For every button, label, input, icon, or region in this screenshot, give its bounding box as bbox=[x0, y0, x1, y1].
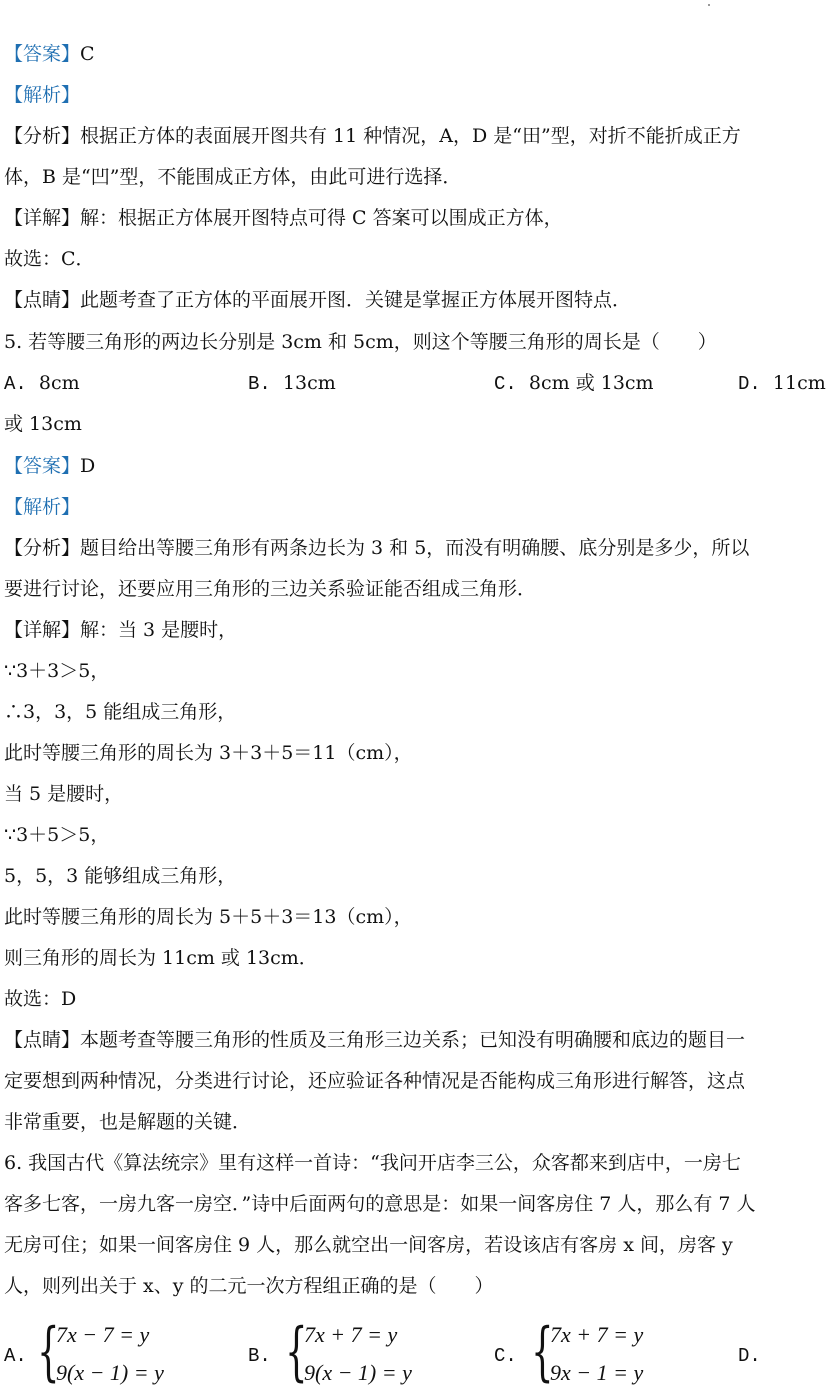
q5-option-d-continued: 或 13cm bbox=[4, 413, 82, 435]
solution-step: 此时等腰三角形的周长为 3＋3＋5＝11（cm）， bbox=[4, 742, 413, 764]
xiangjie-text: 解：根据正方体展开图特点可得 C 答案可以围成正方体， bbox=[80, 207, 563, 229]
q5-stem: 5. 若等腰三角形的两边长分别是 3cm 和 5cm，则这个等腰三角形的周长是（ ） bbox=[4, 331, 717, 353]
option-label: D. bbox=[738, 373, 761, 395]
q6-option-d-label: D. bbox=[738, 1345, 761, 1367]
q5-option-d bbox=[738, 371, 826, 396]
q5-fenxi-line-2: 要进行讨论，还要应用三角形的三边关系验证能否组成三角形． bbox=[4, 578, 537, 600]
q6-option-a-label: A. bbox=[4, 1345, 27, 1367]
q5-dianjing-line-3: 非常重要，也是解题的关键． bbox=[4, 1111, 252, 1133]
q5-analysis-heading bbox=[4, 495, 80, 519]
q6-option-b-system bbox=[282, 1316, 482, 1394]
page-mark bbox=[708, 4, 710, 6]
q4-xiangjie-line-1 bbox=[4, 206, 563, 230]
solution-step: ∴3，3，5 能组成三角形， bbox=[4, 701, 237, 723]
q6-stem-line-4: 人，则列出关于 x、y 的二元一次方程组正确的是（ ） bbox=[4, 1275, 494, 1297]
fenxi-tag: 【分析】 bbox=[4, 125, 81, 147]
option-label: C. bbox=[494, 373, 517, 395]
q6-option-c-label: C. bbox=[494, 1345, 517, 1367]
q4-xiangjie-line-2: 故选：C． bbox=[4, 248, 95, 270]
q5-option-c bbox=[494, 371, 654, 396]
q4-dianjing-line bbox=[4, 288, 631, 312]
dianjing-text: 此题考查了正方体的平面展开图．关键是掌握正方体展开图特点． bbox=[80, 289, 632, 311]
equation: 9(x − 1) = y bbox=[56, 1360, 164, 1385]
q6-option-c-system bbox=[528, 1316, 728, 1394]
equation: 9x − 1 = y bbox=[550, 1360, 644, 1385]
option-text: 8cm 或 13cm bbox=[528, 372, 654, 394]
solution-step: ∵3＋3＞5， bbox=[4, 660, 110, 682]
solution-step: ∵3＋5＞5， bbox=[4, 824, 110, 846]
equation: 7x + 7 = y bbox=[550, 1322, 644, 1347]
option-text: 13cm bbox=[282, 372, 336, 394]
q6-option-b-label: B. bbox=[248, 1345, 271, 1367]
equation: 7x + 7 = y bbox=[304, 1322, 398, 1347]
answer-tag: 【答案】 bbox=[4, 43, 81, 65]
analysis-tag: 【解析】 bbox=[4, 84, 81, 106]
q5-dianjing-line-2: 定要想到两种情况，分类进行讨论，还应验证各种情况是否能构成三角形进行解答，这点 bbox=[4, 1070, 746, 1092]
dianjing-tag: 【点睛】 bbox=[4, 1029, 81, 1051]
option-label: B. bbox=[248, 373, 271, 395]
analysis-tag: 【解析】 bbox=[4, 496, 81, 518]
xiangjie-tag: 【详解】 bbox=[4, 619, 81, 641]
q5-option-a bbox=[4, 371, 80, 396]
solution-step: 故选：D bbox=[4, 988, 77, 1010]
left-brace-icon: { bbox=[37, 1315, 60, 1389]
fenxi-tag: 【分析】 bbox=[4, 537, 81, 559]
q5-xiangjie-line bbox=[4, 618, 237, 642]
q5-dianjing-line-1 bbox=[4, 1028, 745, 1052]
q5-option-b bbox=[248, 371, 336, 396]
option-text: 11cm bbox=[772, 372, 826, 394]
answer-tag: 【答案】 bbox=[4, 455, 81, 477]
q6-stem-line-1: 6. 我国古代《算法统宗》里有这样一首诗：“我问开店李三公，众客都来到店中，一房七 bbox=[4, 1152, 741, 1174]
answer-value: C bbox=[80, 43, 95, 65]
solution-step: 此时等腰三角形的周长为 5＋5＋3＝13（cm）， bbox=[4, 906, 413, 928]
equation: 9(x − 1) = y bbox=[304, 1360, 412, 1385]
option-text: 8cm bbox=[38, 372, 80, 394]
left-brace-icon: { bbox=[531, 1315, 554, 1389]
dianjing-text: 本题考查等腰三角形的性质及三角形三边关系；已知没有明确腰和底边的题目一 bbox=[80, 1029, 746, 1051]
q6-stem-line-2: 客多七客，一房九客一房空．”诗中后面两句的意思是：如果一间客房住 7 人，那么有 7 人 bbox=[4, 1193, 756, 1215]
solution-step: 解：当 3 是腰时， bbox=[80, 619, 238, 641]
q4-answer-line bbox=[4, 42, 95, 66]
solution-step: 则三角形的周长为 11cm 或 13cm． bbox=[4, 947, 318, 969]
fenxi-text: 题目给出等腰三角形有两条边长为 3 和 5，而没有明确腰、底分别是多少，所以 bbox=[80, 537, 750, 559]
solution-step: 5，5，3 能够组成三角形， bbox=[4, 865, 237, 887]
left-brace-icon: { bbox=[285, 1315, 308, 1389]
solution-step: 当 5 是腰时， bbox=[4, 783, 124, 805]
equation: 7x − 7 = y bbox=[56, 1322, 150, 1347]
option-label: A. bbox=[4, 373, 27, 395]
q6-stem-line-3: 无房可住；如果一间客房住 9 人，那么就空出一间客房，若设该店有客房 x 间，房客 y bbox=[4, 1234, 733, 1256]
q5-fenxi-line-1 bbox=[4, 536, 749, 560]
q4-fenxi-line-1 bbox=[4, 124, 741, 148]
q6-option-a-system bbox=[34, 1316, 234, 1394]
dianjing-tag: 【点睛】 bbox=[4, 289, 81, 311]
xiangjie-tag: 【详解】 bbox=[4, 207, 81, 229]
fenxi-text: 根据正方体的表面展开图共有 11 种情况，A，D 是“田”型，对折不能折成正方 bbox=[80, 125, 741, 147]
q4-analysis-heading bbox=[4, 83, 80, 107]
answer-value: D bbox=[80, 455, 96, 477]
q4-fenxi-line-2: 体，B 是“凹”型，不能围成正方体，由此可进行选择． bbox=[4, 166, 462, 188]
q5-answer-line bbox=[4, 454, 95, 478]
